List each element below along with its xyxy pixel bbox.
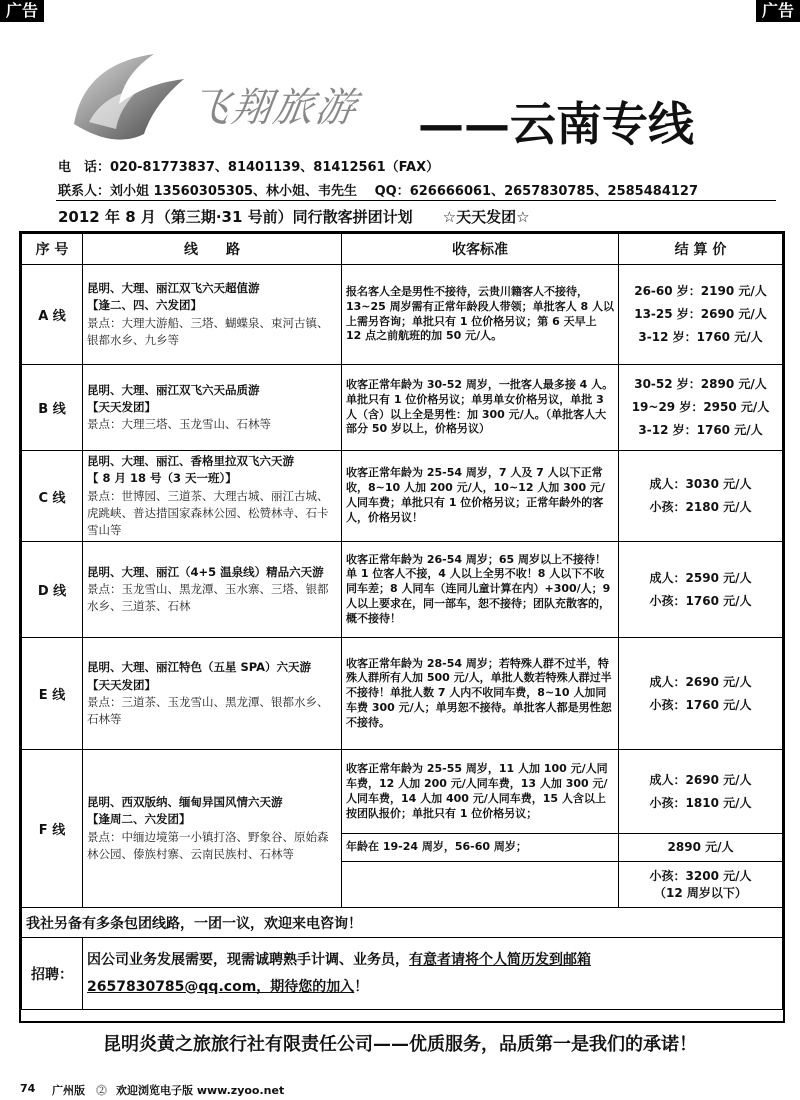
price: 成人：2590 元/人 <box>649 570 752 585</box>
route-cell <box>83 542 342 638</box>
route-title: 昆明、大理、丽江、香格里拉双飞六天游 <box>87 454 294 468</box>
route-code: F 线 <box>22 750 83 908</box>
col-header-no: 序 号 <box>22 234 83 265</box>
price-cell <box>619 862 783 908</box>
route-cell <box>83 638 342 750</box>
route-standard: 收客正常年龄为 30-52 周岁，一批客人最多接 4 人。单批只有 1 位价格另议；单男单女价格另议，单批 3 人（含）以上全是男性：加 300 元/人。（单批客人大部分 50 岁以上，价格另议） <box>342 365 619 451</box>
table-row <box>22 265 783 365</box>
col-header-route: 线 路 <box>83 234 342 265</box>
route-title: 昆明、大理、丽江双飞六天超值游 <box>87 281 260 295</box>
route-tag: 【 8 月 18 号（3 天一班）】 <box>87 471 237 486</box>
price-cell <box>619 451 783 542</box>
price: 3-12 岁：1760 元/人 <box>638 422 763 437</box>
route-standard: 收客正常年龄为 26-54 周岁；65 周岁以上不接待！单 1 位客人不接，4 人以上全男不收！8 人以下不收同车差；8 人同车（连同儿童计算在内）+300/人；9 人以上要求在，同一部车，恕不接待；团队充散客的，概不接待！ <box>342 542 619 638</box>
route-tag: 【逢周二、六发团】 <box>87 812 191 827</box>
divider <box>56 200 776 201</box>
col-header-standard: 收客标准 <box>342 234 619 265</box>
price-cell <box>619 365 783 451</box>
table-row <box>22 542 783 638</box>
price: 3-12 岁：1760 元/人 <box>638 329 763 344</box>
recruit-text-part: ！ <box>354 978 369 995</box>
price: 小孩：2180 元/人 <box>649 500 752 515</box>
route-standard: 收客正常年龄为 25-55 周岁，11 人加 100 元/人同车费，12 人加 200 元/人同车费，13 人加 300 元/人同车费，14 人加 400 元/人同车费，15 人含以上按团队报价；单批只有 1 位价格另议； <box>342 750 619 834</box>
edition-label: 广州版 <box>52 1084 85 1097</box>
table-row <box>22 750 783 834</box>
route-tag: 【逢二、四、六发团】 <box>87 298 202 313</box>
table-header <box>22 234 783 265</box>
contact-people: 联系人：刘小姐 13560305305、林小姐、韦先生 QQ：626666061、2657830785、2585484127 <box>58 184 699 199</box>
price-cell <box>619 638 783 750</box>
ad-tag: 广告 <box>0 0 44 22</box>
price: 19~29 岁：2950 元/人 <box>631 400 770 415</box>
route-sights: 景点：大理大游船、三塔、蝴蝶泉、束河古镇、银都水乡、九乡等 <box>87 315 329 347</box>
route-code: D 线 <box>22 542 83 638</box>
header <box>0 28 800 151</box>
wing-logo-icon <box>64 44 194 154</box>
recruit-row <box>22 938 783 1010</box>
route-title: 昆明、大理、丽江特色（五星 SPA）六天游 <box>87 660 312 675</box>
route-standard: 收客正常年龄为 25-54 周岁，7 人及 7 人以下正常收，8~10 人加 200 元/人，10~12 人加 300 元/人同车费；单批只有 1 位价格另议；正常年龄外的客人，价格另议！ <box>342 451 619 542</box>
route-cell <box>83 365 342 451</box>
price: 26-60 岁：2190 元/人 <box>634 284 767 299</box>
price: 小孩：3200 元/人 <box>649 868 752 883</box>
itinerary-table <box>19 231 785 1023</box>
table-note-row <box>22 908 783 938</box>
circle-logo-icon: ⓶ <box>96 1084 107 1097</box>
route-title: 昆明、大理、丽江（4+5 温泉线）精品六天游 <box>87 564 324 579</box>
route-sights: 景点：玉龙雪山、黑龙潭、玉水寨、三塔、银都水乡、三道茶、石林 <box>87 582 329 614</box>
website-text: 欢迎浏览电子版 www.zyoo.net <box>116 1084 285 1097</box>
price-cell <box>619 265 783 365</box>
price-note: （12 周岁以下） <box>654 885 747 900</box>
route-standard: 报名客人全是男性不接待，云贵川籍客人不接待，13~25 周岁需有正常年龄段人带领；单批客人 8 人以上需另咨询；单批只有 1 位价格另议；第 6 天早上 12 点之前航班的加 50 元/人。 <box>342 265 619 365</box>
route-code: E 线 <box>22 638 83 750</box>
price: 成人：3030 元/人 <box>649 477 752 492</box>
recruit-email-text: 有意者请将个人简历发到邮箱 2657830785@qq.com，期待您的加入 <box>87 951 591 995</box>
route-title: 昆明、西双版纳、缅甸异国风情六天游 <box>87 795 283 810</box>
route-code: B 线 <box>22 365 83 451</box>
page-footer <box>0 1078 800 1100</box>
route-standard: 收客正常年龄为 28-54 周岁；若特殊人群不过半，特殊人群所有人加 500 元/人，单批人数若特殊人群过半不接待！单批人数 7 人内不收同车费，8~10 人加同车费 300 元/人；单男恕不接待。单批客人都是男性恕不接待。 <box>342 638 619 750</box>
route-code: A 线 <box>22 265 83 365</box>
route-tag: 【天天发团】 <box>87 677 156 692</box>
price: 小孩：1810 元/人 <box>649 795 752 810</box>
brand-name: 飞翔旅游 <box>186 85 361 131</box>
price-cell <box>619 542 783 638</box>
route-cell <box>83 451 342 542</box>
company-slogan: 昆明炎黄之旅旅行社有限责任公司——优质服务，品质第一是我们的承诺！ <box>103 1034 697 1055</box>
plan-title: 2012 年 8 月（第三期·31 号前）同行散客拼团计划 ☆天天发团☆ <box>58 208 530 226</box>
route-title: 昆明、大理、丽江双飞六天品质游 <box>87 382 260 397</box>
route-sights: 景点：中缅边境第一小镇打洛、野象谷、原始森林公园、傣族村寨、云南民族村、石林等 <box>87 829 329 861</box>
route-cell <box>83 265 342 365</box>
price-cell <box>619 750 783 834</box>
table-row <box>22 365 783 451</box>
contact-phone: 电 话：020-81773837、81401139、81412561（FAX） <box>58 160 440 175</box>
route-standard-extra: 年龄在 19-24 周岁，56-60 周岁； <box>342 834 619 862</box>
col-header-price: 结 算 价 <box>619 234 783 265</box>
table-row <box>22 451 783 542</box>
route-code: C 线 <box>22 451 83 542</box>
price: 成人：2690 元/人 <box>649 772 752 787</box>
price: 小孩：1760 元/人 <box>649 697 752 712</box>
route-sights: 景点：大理三塔、玉龙雪山、石林等 <box>87 417 271 432</box>
page-number: 74 <box>20 1082 36 1095</box>
table-row <box>22 638 783 750</box>
price: 13-25 岁：2690 元/人 <box>634 307 767 322</box>
route-standard-blank <box>342 862 619 908</box>
price: 成人：2690 元/人 <box>649 674 752 689</box>
group-tour-note: 我社另备有多条包团线路，一团一议，欢迎来电咨询！ <box>22 908 783 938</box>
recruit-text <box>83 938 783 1010</box>
recruit-text-part: 因公司业务发展需要，现需诚聘熟手计调、业务员， <box>87 951 409 968</box>
recruit-label: 招聘： <box>22 938 83 1010</box>
price: 30-52 岁：2890 元/人 <box>634 377 767 392</box>
line-title: ——云南专线 <box>418 97 694 151</box>
route-cell <box>83 750 342 908</box>
ad-tag: 广告 <box>756 0 800 22</box>
route-sights: 景点：三道茶、玉龙雪山、黑龙潭、银都水乡、石林等 <box>87 694 329 726</box>
price: 2890 元/人 <box>619 834 783 862</box>
price: 小孩：1760 元/人 <box>649 593 752 608</box>
route-sights: 景点：世博园、三道茶、大理古城、丽江古城、虎跳峡、普达措国家森林公园、松赞林寺、石卡雪山等 <box>87 488 329 537</box>
route-tag: 【天天发团】 <box>87 399 156 414</box>
